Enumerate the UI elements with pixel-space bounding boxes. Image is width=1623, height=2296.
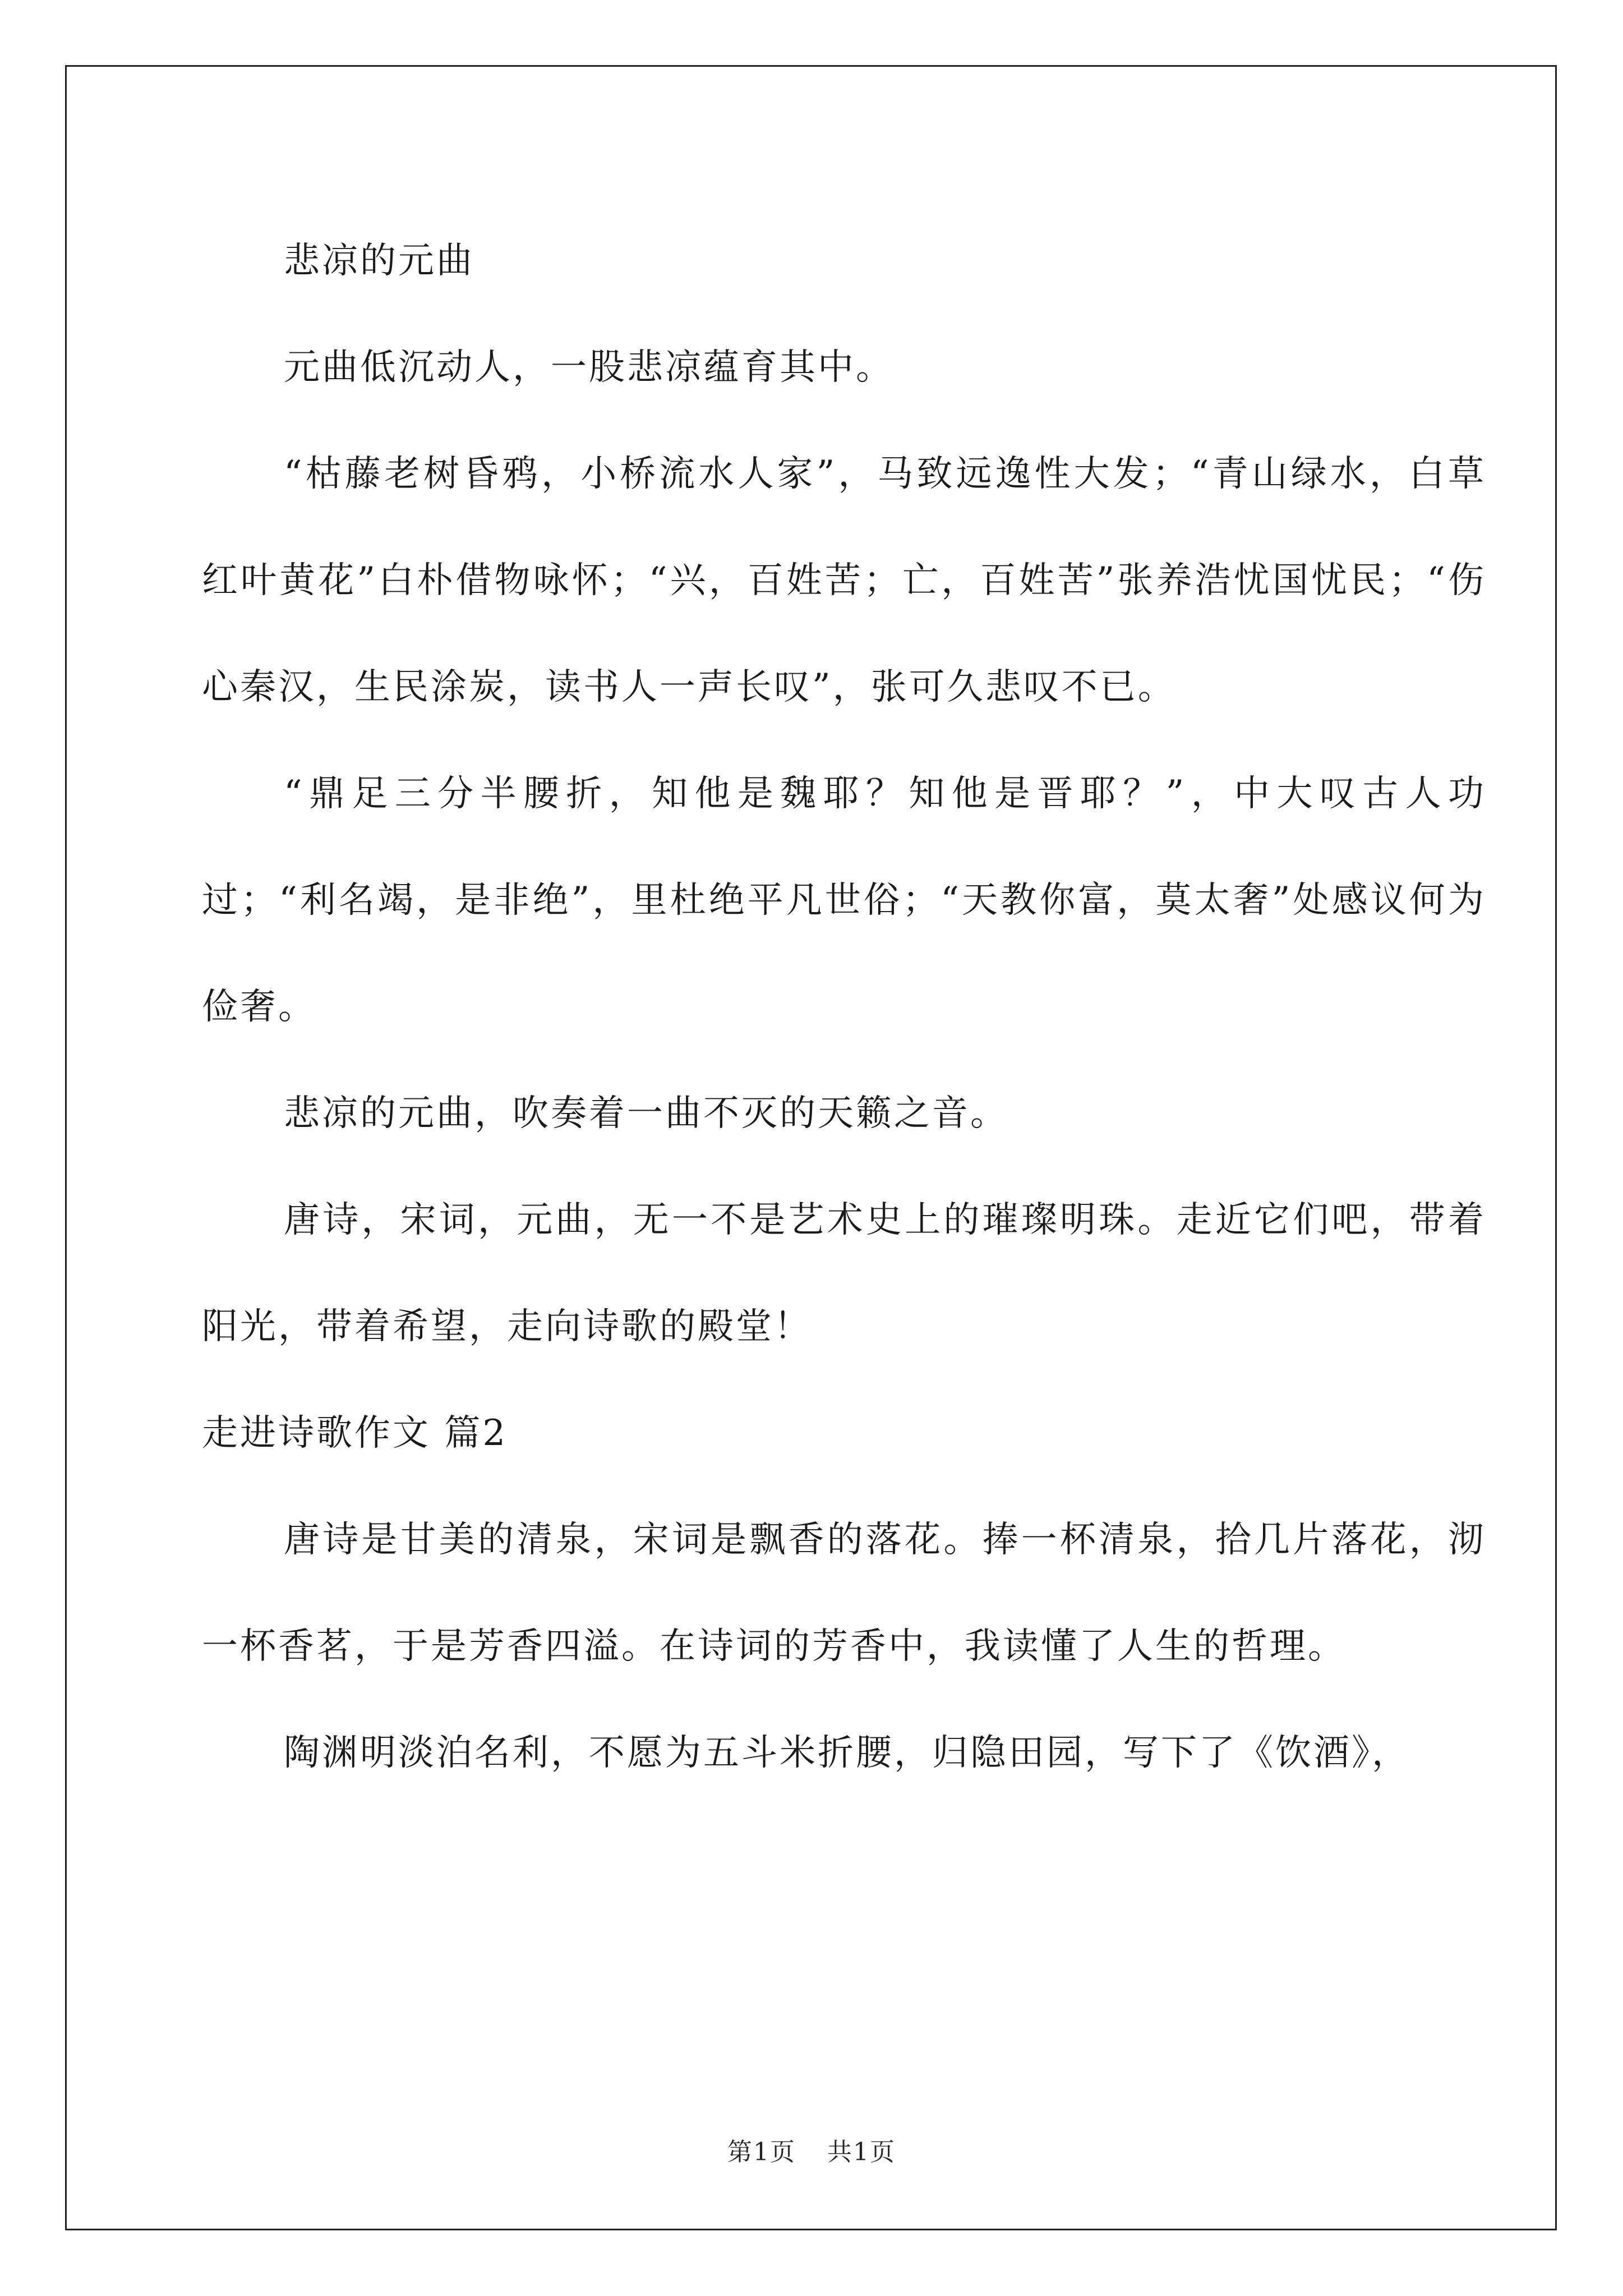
page-number: 第1页	[727, 2138, 796, 2166]
paragraph: 元曲低沉动人，一股悲凉蕴育其中。	[284, 347, 894, 388]
paragraph: 唐诗是甘美的清泉，宋词是飘香的落花。捧一杯清泉，拾几片落花，沏一杯香茗，于是芳香四溢。在诗词的芳香中，我读懂了人生的哲理。	[202, 1519, 1486, 1667]
paragraph: 悲凉的元曲，吹奏着一曲不灭的天籁之音。	[284, 1093, 1008, 1134]
paragraph: 悲凉的元曲	[284, 240, 474, 282]
paragraph: “鼎足三分半腰折，知他是魏耶？知他是晋耶？”，中大叹古人功过；“利名竭，是非绝”，里杜绝平凡世俗；“天教你富，莫太奢”处感议何为俭奢。	[202, 773, 1486, 1028]
page-total: 共1页	[827, 2138, 896, 2166]
paragraph: 陶渊明淡泊名利，不愿为五斗米折腰，归隐田园，写下了《饮酒》，	[284, 1732, 1410, 1774]
paragraph: 唐诗，宋词，元曲，无一不是艺术史上的璀璨明珠。走近它们吧，带着阳光，带着希望，走向诗歌的殿堂！	[202, 1199, 1486, 1347]
page-footer	[0, 2132, 1623, 2168]
paragraph: “枯藤老树昏鸦，小桥流水人家”，马致远逸性大发；“青山绿水，白草红叶黄花”白朴借物咏怀；“兴，百姓苦；亡，百姓苦”张养浩忧国忧民；“伤心秦汉，生民涂炭，读书人一声长叹”，张可久悲叹不已。	[202, 453, 1486, 708]
document-body	[202, 208, 1486, 1806]
section-heading: 走进诗歌作文 篇2	[202, 1412, 508, 1454]
